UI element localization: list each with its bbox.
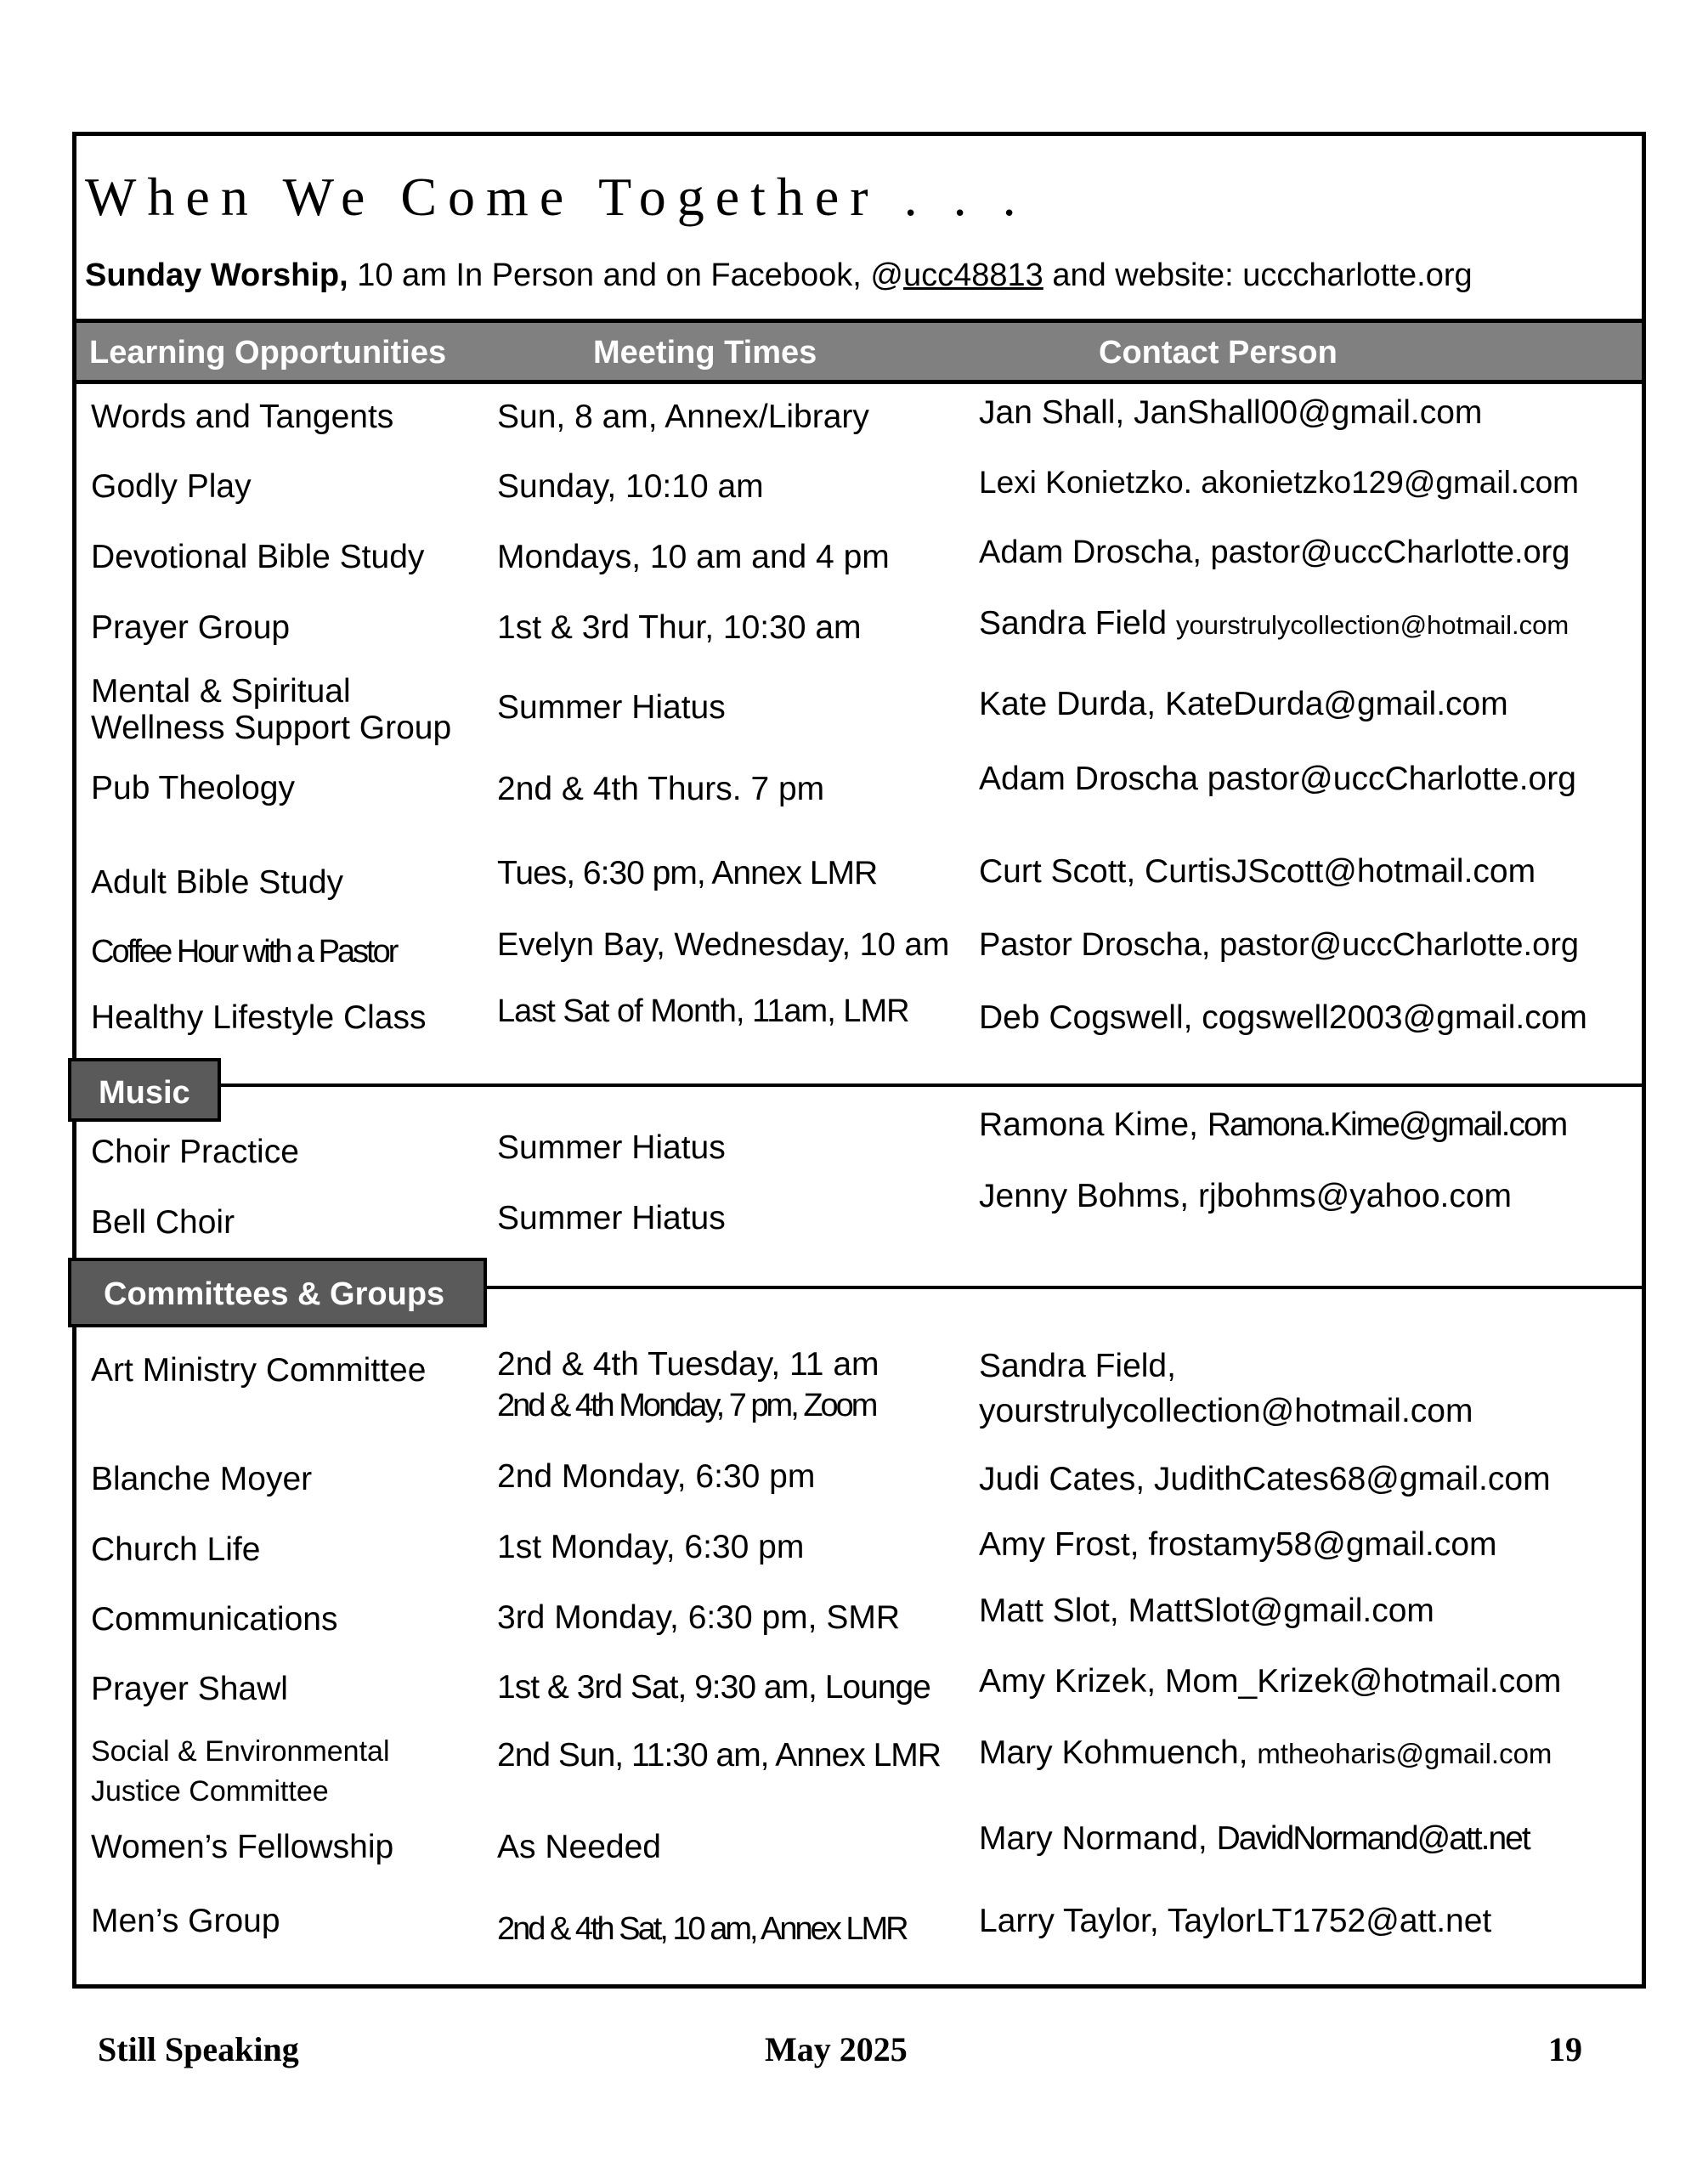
contact-person: Judi Cates, JudithCates68@gmail.com: [979, 1461, 1551, 1497]
contact-name: Sandra Field: [979, 605, 1168, 642]
meeting-time: 1st & 3rd Thur, 10:30 am: [497, 609, 862, 646]
meeting-time: Last Sat of Month, 11am, LMR: [497, 993, 909, 1029]
activity-name: Coffee Hour with a Pastor: [91, 934, 397, 970]
worship-info: [85, 257, 1473, 294]
header-learning-opportunities: Learning Opportunities: [89, 335, 447, 371]
meeting-time: As Needed: [497, 1829, 661, 1865]
meeting-time: 2nd Monday, 6:30 pm: [497, 1458, 816, 1495]
contact-email: yourstrulycollection@hotmail.com: [1175, 610, 1569, 640]
committee-name: Church Life: [91, 1531, 261, 1568]
meeting-time: Sun, 8 am, Annex/Library: [497, 399, 869, 435]
contact-person: Matt Slot, MattSlot@gmail.com: [979, 1593, 1434, 1629]
activity-name: Words and Tangents: [91, 399, 394, 435]
table-header-bar: [72, 319, 1646, 384]
meeting-time: 2nd & 4th Sat, 10 am, Annex LMR: [497, 1911, 907, 1947]
contact-email: mtheoharis@gmail.com: [1257, 1738, 1552, 1769]
committee-name: Art Ministry Committee: [91, 1352, 427, 1389]
committees-section-label: Committees & Groups: [104, 1276, 445, 1312]
contact-person: [979, 606, 1569, 642]
committee-name: Communications: [91, 1601, 338, 1638]
contact-person: Larry Taylor, TaylorLT1752@att.net: [979, 1903, 1492, 1939]
music-section-tab: [68, 1058, 221, 1122]
committee-name: [91, 1736, 390, 1808]
activity-name: Pub Theology: [91, 770, 295, 806]
activity-name: Prayer Group: [91, 609, 291, 646]
meeting-time: 2nd Sun, 11:30 am, Annex LMR: [497, 1737, 941, 1774]
footer-issue-date: May 2025: [765, 2030, 908, 2068]
activity-name: Godly Play: [91, 468, 252, 505]
worship-text: 10 am In Person and on Facebook, @: [348, 257, 903, 293]
music-divider: [217, 1084, 1646, 1087]
committees-section-tab: [68, 1258, 487, 1327]
meeting-time: Evelyn Bay, Wednesday, 10 am: [497, 927, 950, 963]
contact-name: Mary Normand,: [979, 1820, 1217, 1857]
activity-name: Choir Practice: [91, 1134, 299, 1170]
committee-name-line2: Justice Committee: [91, 1775, 329, 1808]
contact-person: Kate Durda, KateDurda@gmail.com: [979, 686, 1508, 722]
committee-name: Prayer Shawl: [91, 1671, 288, 1707]
meeting-time: Mondays, 10 am and 4 pm: [497, 539, 890, 575]
activity-name-line1: Mental & Spiritual: [91, 673, 351, 710]
committees-divider: [480, 1286, 1646, 1289]
contact-person: Adam Droscha pastor@uccCharlotte.org: [979, 761, 1576, 797]
activity-name: Healthy Lifestyle Class: [91, 999, 427, 1036]
worship-label: Sunday Worship,: [85, 257, 348, 293]
contact-email: DavidNormand@att.net: [1216, 1820, 1530, 1857]
contact-email: Ramona.Kime@gmail.com: [1207, 1106, 1567, 1143]
committee-name: Blanche Moyer: [91, 1461, 313, 1497]
contact-name: Mary Kohmuench,: [979, 1734, 1258, 1771]
contact-person: [979, 1821, 1530, 1858]
header-meeting-times: Meeting Times: [593, 335, 817, 371]
committee-name: Men’s Group: [91, 1903, 280, 1939]
contact-person: Jan Shall, JanShall00@gmail.com: [979, 394, 1483, 431]
contact-person: [979, 1107, 1566, 1144]
meeting-time: Tues, 6:30 pm, Annex LMR: [497, 855, 878, 891]
contact-name: Sandra Field,: [979, 1348, 1176, 1384]
contact-name: Ramona Kime,: [979, 1106, 1207, 1143]
meeting-time: 3rd Monday, 6:30 pm, SMR: [497, 1599, 900, 1636]
meeting-time-line1: 2nd & 4th Tuesday, 11 am: [497, 1346, 879, 1383]
facebook-handle-link[interactable]: ucc48813: [902, 257, 1043, 293]
contact-email: yourstrulycollection@hotmail.com: [979, 1392, 1473, 1429]
contact-person: Jenny Bohms, rjbohms@yahoo.com: [979, 1178, 1513, 1214]
committee-name-line1: Social & Environmental: [91, 1735, 390, 1768]
meeting-time: Summer Hiatus: [497, 1129, 726, 1166]
footer-page-number: 19: [1548, 2030, 1582, 2068]
meeting-time: Summer Hiatus: [497, 689, 726, 726]
contact-person: [979, 1735, 1552, 1772]
contact-person: Lexi Konietzko. akonietzko129@gmail.com: [979, 465, 1579, 500]
meeting-time-line2: 2nd & 4th Monday, 7 pm, Zoom: [497, 1387, 876, 1423]
page-title: When We Come Together . . .: [85, 167, 1027, 227]
contact-person: Adam Droscha, pastor@uccCharlotte.org: [979, 535, 1570, 570]
contact-person: Amy Frost, frostamy58@gmail.com: [979, 1526, 1497, 1563]
meeting-time: 1st Monday, 6:30 pm: [497, 1529, 805, 1565]
footer-publication: Still Speaking: [98, 2030, 299, 2068]
contact-person: Pastor Droscha, pastor@uccCharlotte.org: [979, 927, 1579, 963]
contact-person: [979, 1349, 1473, 1430]
music-section-label: Music: [99, 1075, 190, 1111]
meeting-time: 1st & 3rd Sat, 9:30 am, Lounge: [497, 1669, 930, 1706]
activity-name: Devotional Bible Study: [91, 539, 425, 575]
activity-name: Bell Choir: [91, 1204, 235, 1241]
meeting-time: 2nd & 4th Thurs. 7 pm: [497, 771, 825, 807]
activity-name-line2: Wellness Support Group: [91, 709, 452, 746]
contact-person: Amy Krizek, Mom_Krizek@hotmail.com: [979, 1663, 1562, 1700]
header-contact-person: Contact Person: [1099, 335, 1338, 371]
activity-name: [91, 674, 451, 747]
meeting-time: Sunday, 10:10 am: [497, 468, 764, 505]
meeting-time: Summer Hiatus: [497, 1200, 726, 1236]
contact-person: Curt Scott, CurtisJScott@hotmail.com: [979, 853, 1536, 890]
activity-name: Adult Bible Study: [91, 864, 344, 901]
website-text: and website: ucccharlotte.org: [1043, 257, 1473, 293]
meeting-time: [497, 1347, 879, 1424]
committee-name: Women’s Fellowship: [91, 1829, 394, 1865]
contact-person: Deb Cogswell, cogswell2003@gmail.com: [979, 999, 1587, 1036]
